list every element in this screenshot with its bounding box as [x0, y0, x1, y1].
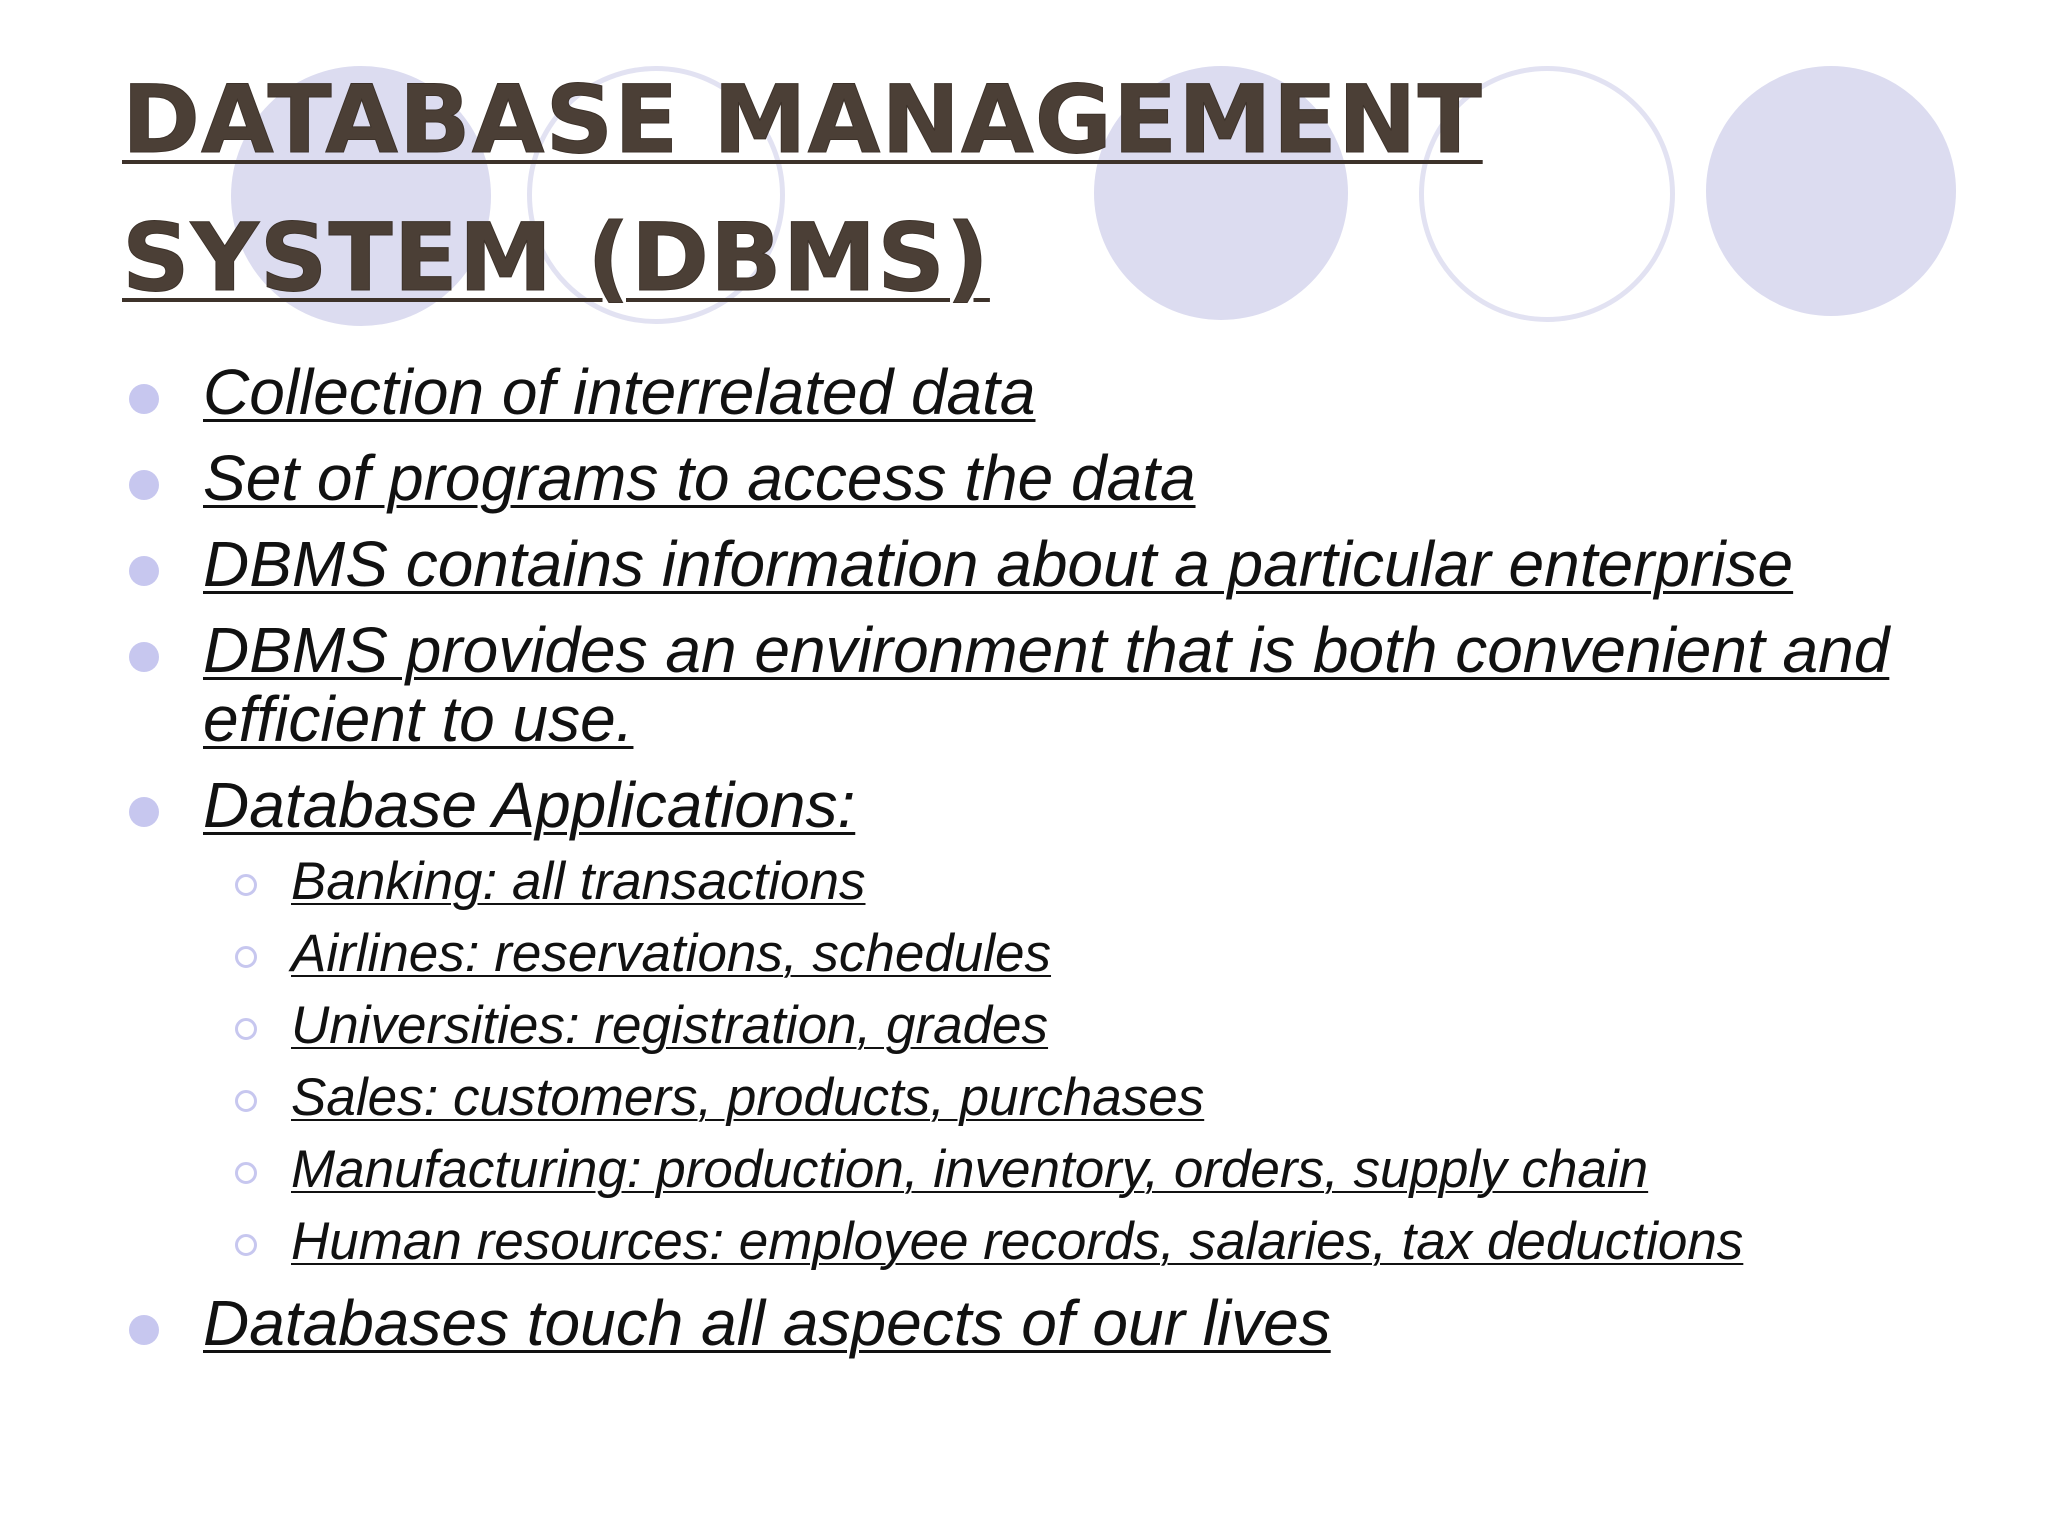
bullet-dot-icon	[129, 1315, 159, 1345]
ring-bullet-icon	[235, 1162, 257, 1184]
sub-bullet-text: Banking: all transactions	[291, 852, 866, 911]
sub-bullet-text: Sales: customers, products, purchases	[291, 1068, 1205, 1127]
bullet-list	[125, 358, 1985, 1375]
bullet-text: Databases touch all aspects of our lives	[203, 1287, 1331, 1359]
ring-bullet-icon	[235, 1234, 257, 1256]
sub-bullet-item	[203, 852, 1985, 912]
bullet-item	[125, 358, 1985, 427]
sub-bullet-item	[203, 924, 1985, 984]
slide-title: DATABASE MANAGEMENT SYSTEM (DBMS)	[122, 66, 1483, 313]
bullet-text: DBMS provides an environment that is both convenient and efficient to use.	[203, 614, 1890, 755]
bullet-dot-icon	[129, 470, 159, 500]
bullet-item	[125, 771, 1985, 1272]
sub-bullet-item	[203, 996, 1985, 1056]
sub-bullet-text: Manufacturing: production, inventory, orders, supply chain	[291, 1140, 1649, 1199]
ring-bullet-icon	[235, 1018, 257, 1040]
sub-bullet-text: Airlines: reservations, schedules	[291, 924, 1052, 983]
sub-bullet-text: Human resources: employee records, salaries, tax deductions	[291, 1212, 1744, 1271]
bullet-text: DBMS contains information about a particular enterprise	[203, 528, 1794, 600]
bullet-dot-icon	[129, 642, 159, 672]
ring-bullet-icon	[235, 946, 257, 968]
ring-bullet-icon	[235, 1090, 257, 1112]
sub-bullet-item	[203, 1068, 1985, 1128]
bullet-dot-icon	[129, 384, 159, 414]
bullet-text: Set of programs to access the data	[203, 442, 1196, 514]
sub-bullet-text: Universities: registration, grades	[291, 996, 1049, 1055]
bullet-item	[125, 444, 1985, 513]
sub-bullet-item	[203, 1212, 1985, 1272]
sub-bullet-list	[203, 852, 1985, 1272]
bullet-text: Collection of interrelated data	[203, 356, 1036, 428]
bullet-item	[125, 530, 1985, 599]
bullet-dot-icon	[129, 556, 159, 586]
bullet-item	[125, 1289, 1985, 1358]
sub-bullet-item	[203, 1140, 1985, 1200]
bullet-dot-icon	[129, 797, 159, 827]
ring-bullet-icon	[235, 874, 257, 896]
bullet-text: Database Applications:	[203, 769, 856, 841]
bullet-item	[125, 616, 1985, 754]
